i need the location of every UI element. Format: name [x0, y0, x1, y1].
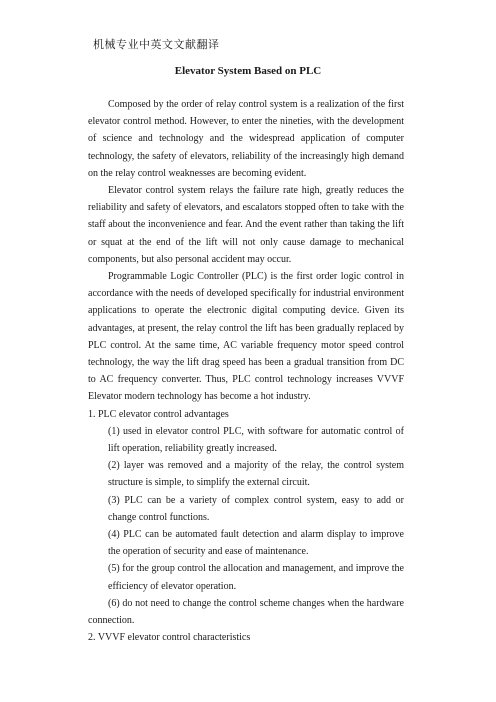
- list-item: (6) do not need to change the control scheme changes when the hardware connection.: [88, 597, 404, 627]
- paragraph: Elevator control system relays the failure rate high, greatly reduces the reliability and safety of elevators, and escalators stopped often to take with the staff about the inconvenience and fear. And the event rather than taking the lift or squat at the end of the lift will not only cause damage to mechanical components, but also personal accident may occur.: [88, 185, 404, 265]
- paragraph: Composed by the order of relay control system is a realization of the first elevator control method. However, to enter the nineties, with the development of science and technology and the widespread application of computer technology, the safety of elevators, reliability of the increasingly high demand on the relay control weaknesses are becoming evident.: [88, 99, 404, 179]
- document-header: 机械专业中英文文献翻译: [93, 38, 220, 51]
- list-item: (4) PLC can be automated fault detection and alarm display to improve the operation of security and ease of maintenance.: [108, 529, 404, 558]
- document-title: Elevator System Based on PLC: [174, 65, 322, 77]
- section-heading: 2. VVVF elevator control characteristics: [88, 632, 251, 644]
- paragraph: Programmable Logic Controller (PLC) is the first order logic control in accordance with the needs of developed specifically for industrial environment applications to operate the electronic digital computing device. Given its advantages, at present, the relay control the lift has been gradually replaced by PLC control. At the same time, AC variable frequency motor speed control technology, the way the lift drag speed has been a gradual transition from DC to AC frequency converter. Thus, PLC control technology increases VVVF Elevator modern technology has become a hot industry.: [88, 271, 404, 403]
- section-heading: 1. PLC elevator control advantages: [88, 408, 229, 420]
- list-item: (1) used in elevator control PLC, with software for automatic control of lift operation, reliability greatly increased.: [108, 425, 404, 455]
- document-body: [88, 96, 404, 647]
- list-item: (2) layer was removed and a majority of the relay, the control system structure is simple, to simplify the external circuit.: [108, 460, 404, 489]
- list-item: (3) PLC can be a variety of complex control system, easy to add or change control functions.: [108, 494, 404, 523]
- list-item: (5) for the group control the allocation and management, and improve the efficiency of elevator operation.: [108, 563, 404, 592]
